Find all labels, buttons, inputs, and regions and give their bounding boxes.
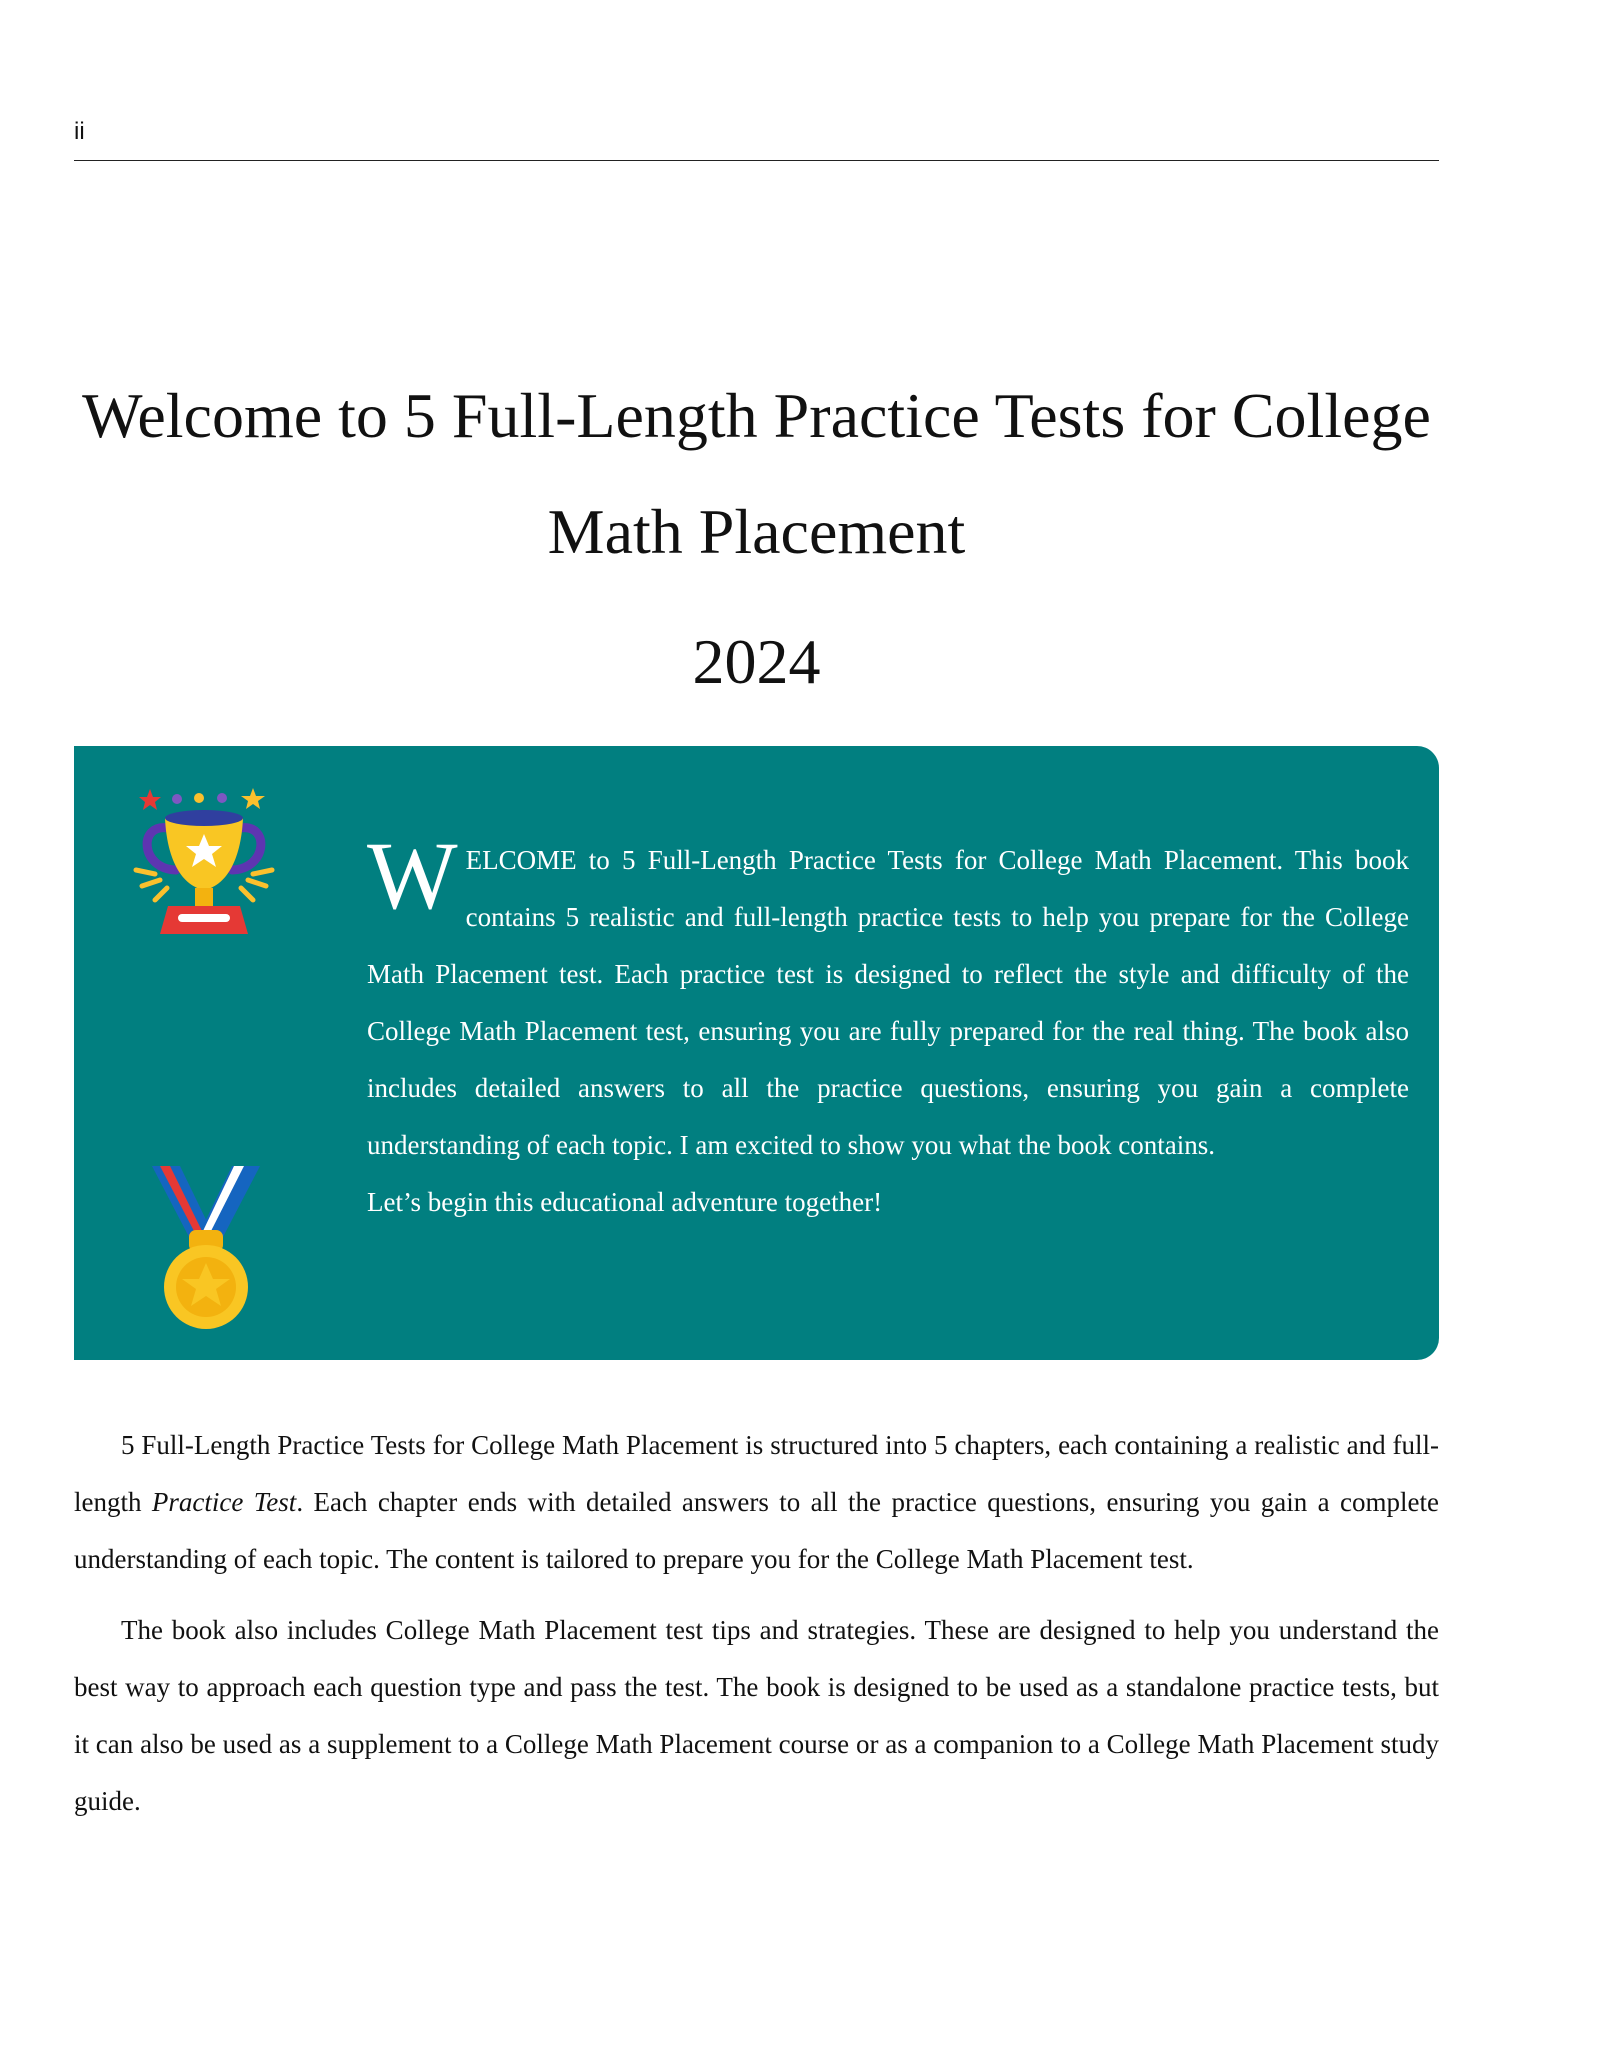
medal-icon [152,1166,260,1334]
body-paragraph-2: The book also includes College Math Placement test tips and strategies. These are designed to help you understand the best way to approach each question type and pass the test. The book is designed to be used as a standalone practice tests, but it can also be used as a supplement to a College Math Placement course or as a companion to a College Math Placement study guide. [74,1615,1439,1816]
trophy-spark-left [136,870,167,900]
trophy-rim [165,810,243,826]
page-title-year: 2024 [692,626,821,697]
body-paragraph-1-end: . Each chapter ends with detailed answers to all the practice questions, ensuring you gain a complete understanding of each topic. The content is tailored to prepare you for the College Math Placement test. [74,1487,1439,1574]
header-rule [74,160,1439,161]
welcome-box [74,746,1439,1360]
red-star-icon [139,789,161,810]
welcome-text [367,822,1409,1231]
body-text [74,1417,1439,1844]
practice-test-emphasis: Practice Test [151,1487,297,1517]
trophy-plaque [178,914,230,922]
gold-star-icon [241,788,265,809]
trophy-spark-right [241,870,272,900]
title-block [74,358,1439,720]
drop-cap: W [367,822,458,929]
trophy-icon [126,774,282,942]
page-title-line-1: Welcome to 5 Full-Length Practice Tests for College [82,380,1431,451]
welcome-paragraph: ELCOME to 5 Full-Length Practice Tests for College Math Placement. This book contains 5 realistic and full-length practice tests to help you prepare for the College Math Placement test. Each practice test is designed to reflect the style and difficulty of the College Math Placement test, ensuring you are fully prepared for the real thing. The book also includes detailed answers to all the practice questions, ensuring you gain a complete understanding of each topic. I am excited to show you what the book contains. [367,845,1409,1160]
page-title-line-2: Math Placement [547,496,966,567]
welcome-closing: Let’s begin this educational adventure together! [367,1187,883,1217]
page-number: ii [74,118,85,145]
body-paragraph-1 [74,1417,1439,1588]
trophy-stem [195,888,213,906]
small-star-dot [172,794,182,804]
small-star-dot [217,793,227,803]
body-paragraph-1-start: 5 Full-Length Practice Tests for College Math Placement is structured into 5 chapters, each containing a realistic and full-length [74,1430,1439,1517]
small-star-dot [194,793,204,803]
